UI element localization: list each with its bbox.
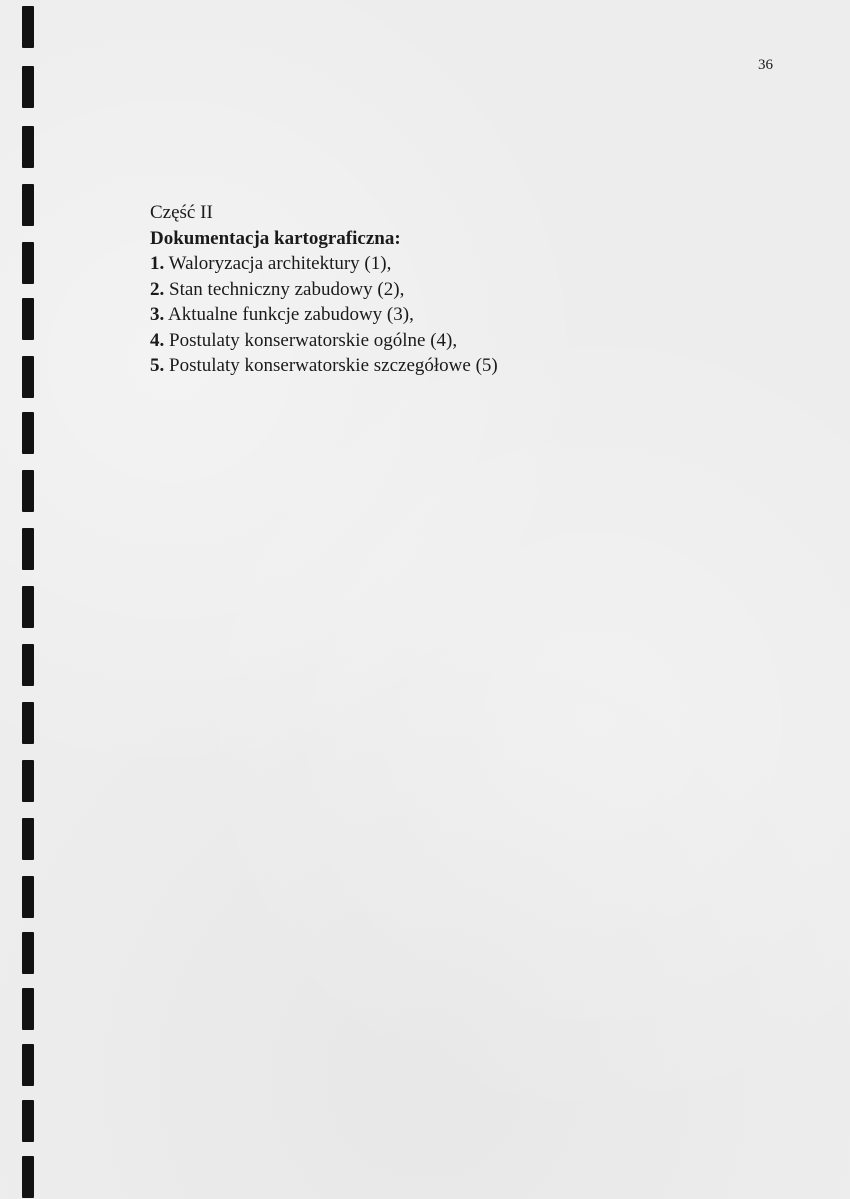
page-number: 36 — [758, 57, 773, 73]
list-item — [150, 277, 498, 303]
list-item-initial: W — [168, 253, 186, 274]
binding-hole — [22, 702, 34, 744]
list-item — [150, 251, 498, 277]
binding-hole — [22, 126, 34, 168]
list-item-initial: A — [167, 304, 182, 325]
binding-hole — [22, 298, 34, 340]
list-item-text: tan techniczny zabudowy (2), — [179, 278, 405, 300]
binding-hole — [22, 760, 34, 802]
binding-hole — [22, 1044, 34, 1086]
list-item-number: 2. — [150, 278, 165, 300]
list-item-text: ostulaty konserwatorskie ogólne (4), — [179, 329, 458, 351]
binding-hole — [22, 1156, 34, 1198]
list-item-text: ktualne funkcje zabudowy (3), — [181, 304, 414, 325]
list-item-text: aloryzacja architektury (1), — [185, 253, 392, 274]
binding-hole — [22, 66, 34, 108]
list-item — [150, 302, 498, 328]
list-item-initial: P — [169, 329, 180, 351]
binding-hole — [22, 644, 34, 686]
binding-hole — [22, 932, 34, 974]
binding-hole — [22, 1100, 34, 1142]
list-item-number: 4. — [150, 329, 165, 351]
list-item — [150, 353, 498, 379]
list-item-text: ostulaty konserwatorskie szczegółowe (5) — [179, 355, 498, 376]
binding-hole — [22, 412, 34, 454]
binding-hole — [22, 6, 34, 48]
binding-hole — [22, 818, 34, 860]
document-section — [150, 200, 498, 379]
list-item-number: 1. — [150, 253, 165, 274]
binding-hole — [22, 586, 34, 628]
binding-hole — [22, 988, 34, 1030]
binding-hole — [22, 184, 34, 226]
section-title: Dokumentacja kartograficzna: — [150, 227, 401, 249]
section-part-heading: Część II — [150, 202, 213, 223]
binding-hole — [22, 470, 34, 512]
binding-hole — [22, 876, 34, 918]
list-item-initial: S — [169, 278, 180, 300]
list-item-initial: P — [169, 355, 180, 376]
list-item-number: 3. — [150, 304, 165, 325]
list-item — [150, 328, 498, 354]
binding-hole — [22, 528, 34, 570]
list-item-number: 5. — [150, 355, 165, 376]
binding-hole — [22, 242, 34, 284]
binding-holes — [22, 0, 36, 1199]
binding-hole — [22, 356, 34, 398]
